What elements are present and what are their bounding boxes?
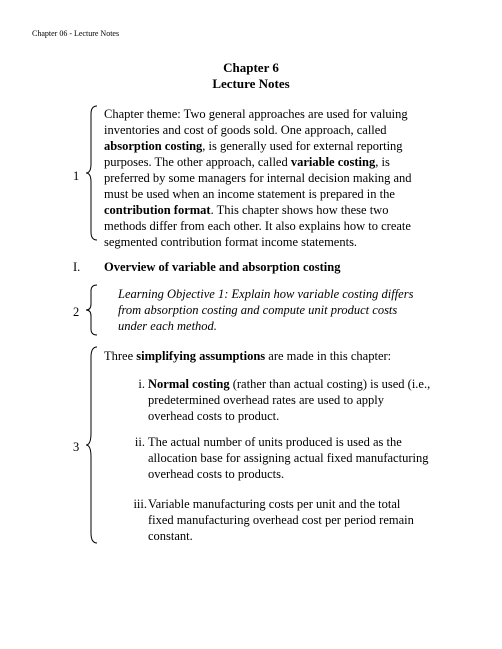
block1-line-9: segmented contribution format income statements. xyxy=(104,235,358,249)
block1-line-4: purposes. The other approach, called variable costing, is xyxy=(104,155,390,169)
block-number-3: 3 xyxy=(73,440,80,454)
roman-numeral: ii. xyxy=(134,435,145,449)
block1-line-8: methods differ from each other. It also explains how to create xyxy=(104,219,411,233)
objective-line-3: under each method. xyxy=(118,319,217,333)
roman-numeral: i. xyxy=(138,377,145,391)
block1-line-7: contribution format. This chapter shows how these two xyxy=(104,203,389,217)
item-i-line-3: overhead costs to product. xyxy=(148,409,280,423)
block1-line-6: must be used when an income statement is prepared in the xyxy=(104,187,395,201)
running-head: Chapter 06 - Lecture Notes xyxy=(32,29,120,38)
item-ii-line-1: The actual number of units produced is used as the xyxy=(148,435,402,449)
section-numeral: I. xyxy=(73,260,81,274)
block1-line-3: absorption costing, is generally used for external reporting xyxy=(104,139,403,153)
block1-line-5: preferred by some managers for internal decision making and xyxy=(104,171,412,185)
term-normal-costing: Normal costing xyxy=(148,377,230,391)
block-number-1: 1 xyxy=(73,169,80,183)
curly-brace-icon xyxy=(84,283,100,337)
objective-line-1: Learning Objective 1: Explain how variable costing differs xyxy=(118,287,414,301)
item-ii-line-3: overhead costs to products. xyxy=(148,467,285,481)
section-heading: Overview of variable and absorption costing xyxy=(104,260,341,274)
block-number-2: 2 xyxy=(73,305,80,319)
term-contribution-format: contribution format xyxy=(104,203,211,217)
item-iii-line-2: fixed manufacturing overhead cost per period remain xyxy=(148,513,414,527)
item-iii-line-1: Variable manufacturing costs per unit and the total xyxy=(148,497,401,511)
item-iii-line-3: constant. xyxy=(148,529,193,543)
block1-line-1: Chapter theme: Two general approaches are used for valuing xyxy=(104,107,408,121)
term-absorption-costing: absorption costing xyxy=(104,139,203,153)
block1-line-2: inventories and cost of goods sold. One approach, called xyxy=(104,123,387,137)
curly-brace-icon xyxy=(84,104,100,242)
item-ii-line-2: allocation base for assigning actual fixed manufacturing xyxy=(148,451,429,465)
assumptions-intro: Three simplifying assumptions are made in this chapter: xyxy=(104,349,392,363)
roman-numeral: iii. xyxy=(133,497,147,511)
term-variable-costing: variable costing xyxy=(290,155,376,169)
curly-brace-icon xyxy=(84,345,100,545)
chapter-title: Chapter 6 xyxy=(223,60,279,75)
chapter-subtitle: Lecture Notes xyxy=(212,76,290,91)
term-simplifying-assumptions: simplifying assumptions xyxy=(136,349,266,363)
objective-line-2: from absorption costing and compute unit product costs xyxy=(118,303,398,317)
item-i-line-2: predetermined overhead rates are used to apply xyxy=(148,393,385,407)
item-i-line-1: Normal costing (rather than actual costing) is used (i.e., xyxy=(148,377,431,391)
